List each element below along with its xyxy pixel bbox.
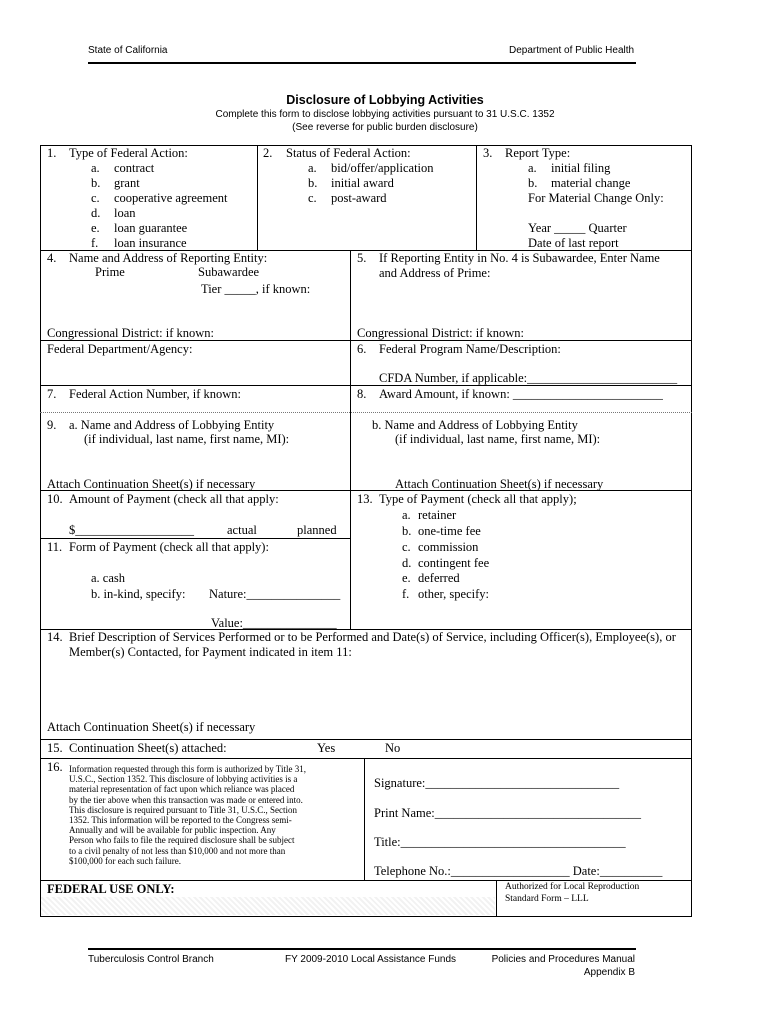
box10-amount-field[interactable]: $___________________ — [69, 523, 194, 537]
box13-option-letter: a. — [402, 508, 411, 522]
box13-option-contingent-fee[interactable]: contingent fee — [418, 556, 490, 570]
box13-label: Type of Payment (check all that apply); — [379, 492, 577, 506]
box2-option-letter: c. — [308, 191, 317, 205]
box1-number: 1. — [47, 146, 57, 160]
box13-number: 13. — [357, 492, 373, 506]
box4-number: 4. — [47, 251, 57, 265]
footer-branch: Tuberculosis Control Branch — [88, 954, 214, 965]
box2-option-letter: a. — [308, 161, 317, 175]
box2-number: 2. — [263, 146, 273, 160]
box6-number: 6. — [357, 342, 367, 356]
box2-option-post-award[interactable]: post-award — [331, 191, 387, 205]
box9a-label: a. Name and Address of Lobbying Entity — [69, 418, 275, 432]
box2-option-initial-award[interactable]: initial award — [331, 176, 394, 190]
box8-number: 8. — [357, 387, 367, 401]
disclosure-line: This disclosure is required pursuant to Title 31, U.S.C., Section — [69, 804, 297, 815]
box15-no-option[interactable]: No — [385, 741, 401, 755]
box13-option-one-time-fee[interactable]: one-time fee — [418, 524, 481, 538]
box3-year-quarter-field[interactable]: Year _____ Quarter — [528, 221, 627, 235]
disclosure-line: by the tier above when this transaction was made or entered into. — [69, 794, 303, 805]
box1-option-letter: f. — [91, 236, 99, 250]
box4-congressional-district[interactable]: Congressional District: if known: — [47, 326, 214, 340]
standard-form-label: Standard Form – LLL — [505, 894, 589, 904]
box11-value-field[interactable]: Value:_______________ — [211, 616, 337, 630]
header-department: Department of Public Health — [509, 45, 635, 56]
title-note: (See reverse for public burden disclosure) — [292, 122, 478, 133]
box14-label-continued: Member(s) Contacted, for Payment indicated in item 11: — [69, 645, 352, 659]
box2-label: Status of Federal Action: — [286, 146, 411, 160]
box11-inkind-option[interactable]: b. in-kind, specify: — [91, 587, 186, 601]
box3-option-letter: a. — [528, 161, 537, 175]
box6-label: Federal Program Name/Description: — [379, 342, 561, 356]
box13-option-other[interactable]: other, specify: — [418, 587, 490, 601]
box11-label: Form of Payment (check all that apply): — [69, 540, 269, 554]
box2-option-bid-offer[interactable]: bid/offer/application — [331, 161, 434, 175]
box9a-label-continued: (if individual, last name, first name, MI): — [84, 432, 290, 446]
disclosure-line: Annually and will be available for public inspection. Any — [69, 825, 276, 836]
box4-label: Name and Address of Reporting Entity: — [69, 251, 268, 265]
box11-cash-option[interactable]: a. cash — [91, 571, 126, 585]
box4-tier-field[interactable]: Tier _____, if known: — [201, 282, 311, 296]
federal-use-shading — [41, 897, 495, 915]
box13-option-commission[interactable]: commission — [418, 540, 479, 554]
box10-planned-option[interactable]: planned — [297, 523, 337, 537]
box1-option-contract[interactable]: contract — [114, 161, 155, 175]
print-name-field[interactable]: Print Name:_________________________________ — [374, 806, 642, 820]
box13-option-letter: f. — [402, 587, 410, 601]
authorized-reproduction-note: Authorized for Local Reproduction — [505, 882, 640, 892]
box16-disclosure-text — [69, 764, 359, 866]
page-title: Disclosure of Lobbying Activities — [286, 93, 484, 107]
box1-option-letter: e. — [91, 221, 100, 235]
box1-label: Type of Federal Action: — [69, 146, 188, 160]
box10-label: Amount of Payment (check all that apply: — [69, 492, 279, 506]
box16-number: 16. — [47, 760, 63, 774]
box1-option-letter: c. — [91, 191, 100, 205]
header-state: State of California — [88, 45, 168, 56]
box1-option-cooperative-agreement[interactable]: cooperative agreement — [114, 191, 228, 205]
signature-field[interactable]: Signature:_______________________________ — [374, 776, 620, 790]
box15-number: 15. — [47, 741, 63, 755]
box15-label: Continuation Sheet(s) attached: — [69, 741, 227, 755]
box11-nature-field[interactable]: Nature:_______________ — [209, 587, 341, 601]
footer-funds: FY 2009-2010 Local Assistance Funds — [285, 954, 457, 965]
box7-action-number-field[interactable]: Federal Action Number, if known: — [69, 387, 242, 401]
footer-manual: Policies and Procedures Manual — [491, 954, 635, 965]
federal-use-label: FEDERAL USE ONLY: — [47, 882, 175, 896]
box3-last-report-field[interactable]: Date of last report — [528, 236, 619, 250]
box8-award-amount-field[interactable]: Award Amount, if known: ________________________ — [379, 387, 663, 401]
footer-appendix: Appendix B — [583, 967, 635, 978]
box9a-attach-note: Attach Continuation Sheet(s) if necessary — [47, 477, 256, 491]
federal-agency-field[interactable]: Federal Department/Agency: — [47, 342, 193, 356]
title-field[interactable]: Title:____________________________________ — [374, 835, 626, 849]
disclosure-line: material representation of fact upon which reliance was placed — [69, 784, 295, 795]
box1-option-letter: d. — [91, 206, 101, 220]
box3-option-initial-filing[interactable]: initial filing — [551, 161, 611, 175]
box4-subawardee-option[interactable]: Subawardee — [198, 265, 260, 279]
box10-actual-option[interactable]: actual — [227, 523, 257, 537]
box9b-attach-note: Attach Continuation Sheet(s) if necessary — [395, 477, 604, 491]
box3-label: Report Type: — [505, 146, 571, 160]
box13-option-letter: c. — [402, 540, 411, 554]
disclosure-line: Information requested through this form is authorized by Title 31, — [69, 764, 306, 774]
disclosure-line: 1352. This information will be reported to the Congress semi- — [69, 815, 292, 826]
box1-option-letter: a. — [91, 161, 100, 175]
box9-number: 9. — [47, 418, 57, 432]
box13-option-retainer[interactable]: retainer — [418, 508, 457, 522]
box13-option-letter: d. — [402, 556, 412, 570]
box1-option-loan-guarantee[interactable]: loan guarantee — [114, 221, 188, 235]
box1-option-loan[interactable]: loan — [114, 206, 136, 220]
box9b-label: b. Name and Address of Lobbying Entity — [372, 418, 578, 432]
box13-option-letter: e. — [402, 571, 411, 585]
box11-number: 11. — [47, 540, 63, 554]
box3-material-change-heading: For Material Change Only: — [528, 191, 664, 205]
box13-option-deferred[interactable]: deferred — [418, 571, 460, 585]
box6-cfda-field[interactable]: CFDA Number, if applicable:________________________ — [379, 371, 678, 385]
box3-option-material-change[interactable]: material change — [551, 176, 631, 190]
box14-label: Brief Description of Services Performed or to be Performed and Date(s) of Service, including Officer(s), Employee(s), or — [69, 630, 676, 644]
title-instruction: Complete this form to disclose lobbying activities pursuant to 31 U.S.C. 1352 — [215, 109, 555, 120]
box2-option-letter: b. — [308, 176, 318, 190]
box7-number: 7. — [47, 387, 57, 401]
box5-congressional-district[interactable]: Congressional District: if known: — [357, 326, 524, 340]
box9b-label-continued: (if individual, last name, first name, MI): — [395, 432, 601, 446]
box14-attach-note: Attach Continuation Sheet(s) if necessary — [47, 720, 256, 734]
box1-option-loan-insurance[interactable]: loan insurance — [114, 236, 187, 250]
box5-number: 5. — [357, 251, 367, 265]
box15-yes-option[interactable]: Yes — [317, 741, 336, 755]
disclosure-line: Person who fails to file the required disclosure shall be subject — [69, 835, 295, 846]
header-rule — [88, 62, 636, 64]
box10-number: 10. — [47, 492, 63, 506]
box5-label: If Reporting Entity in No. 4 is Subawardee, Enter Name — [379, 251, 660, 265]
box3-option-letter: b. — [528, 176, 538, 190]
box4-prime-option[interactable]: Prime — [95, 265, 125, 279]
box3-number: 3. — [483, 146, 493, 160]
box14-number: 14. — [47, 630, 63, 644]
footer-rule — [88, 948, 636, 950]
box13-option-letter: b. — [402, 524, 412, 538]
disclosure-line: to a civil penalty of not less than $10,000 and not more than — [69, 845, 286, 856]
box5-label-continued: and Address of Prime: — [379, 266, 491, 280]
box1-option-letter: b. — [91, 176, 101, 190]
disclosure-line: U.S.C., Section 1352. This disclosure of lobbying activities is a — [69, 774, 298, 785]
box1-option-grant[interactable]: grant — [114, 176, 140, 190]
disclosure-line: $100,000 for each such failure. — [69, 855, 181, 866]
telephone-date-field[interactable]: Telephone No.:___________________ Date:__________ — [374, 864, 663, 878]
